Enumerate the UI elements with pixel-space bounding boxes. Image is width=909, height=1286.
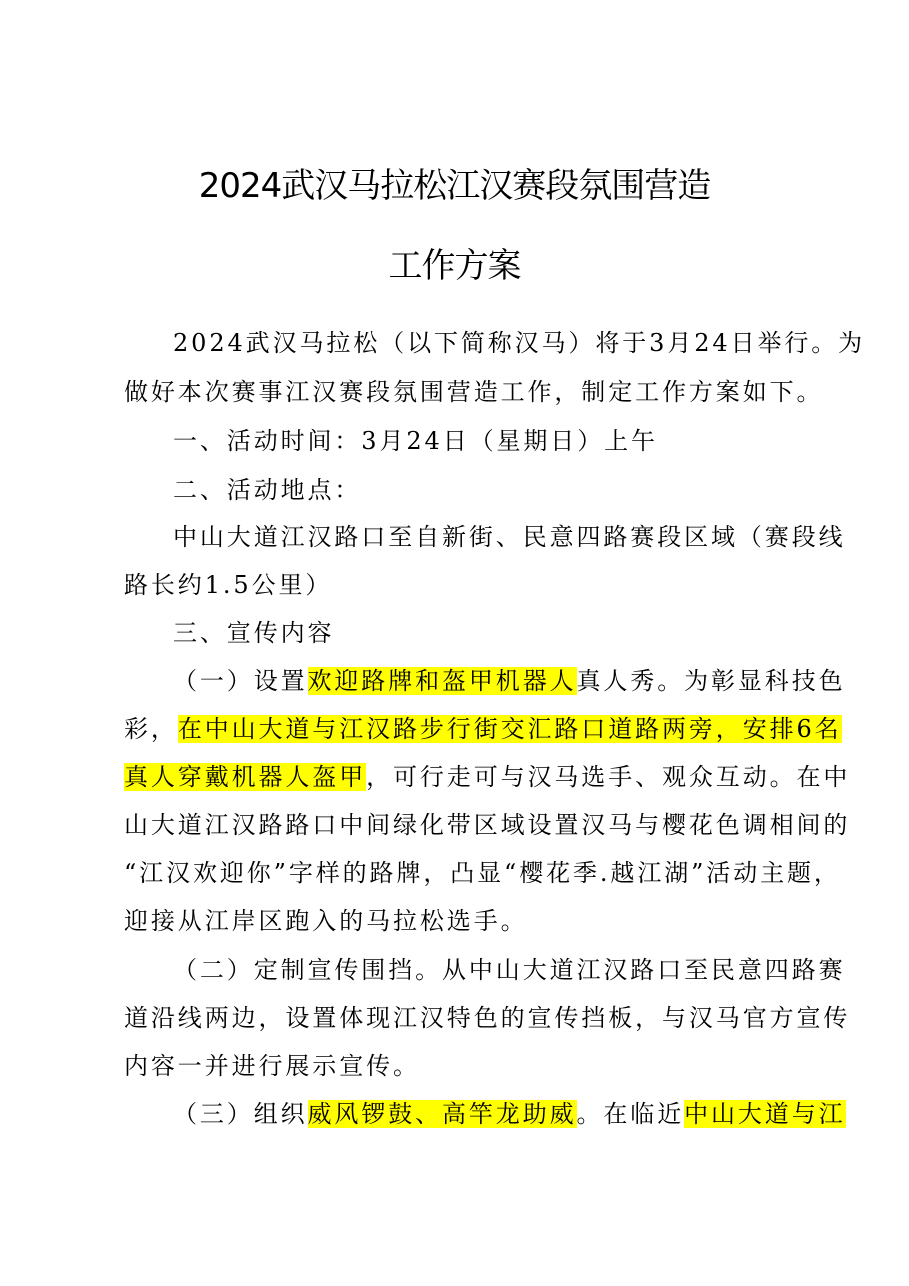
item-1-text-3: ，可行走可与汉马选手、观众互动。在中 xyxy=(366,763,851,791)
item-1-line-2 xyxy=(124,712,842,746)
highlight-intersection: 在中山大道与江汉路步行街交汇路口道路两旁，安排6名 xyxy=(177,715,842,743)
item-1-line-5: “江汉欢迎你”字样的路牌，凸显“樱花季.越江湖”活动主题， xyxy=(124,859,841,887)
document-title-line-2: 工作方案 xyxy=(388,246,521,286)
location-line-1: 中山大道江汉路口至自新街、民意四路赛段区域（赛段线 xyxy=(173,523,846,551)
item-2-line-3: 内容一并进行展示宣传。 xyxy=(124,1052,420,1080)
highlight-drums: 威风锣鼓、高竿龙助威 xyxy=(307,1100,577,1128)
item-3-label: （三）组织 xyxy=(173,1100,308,1128)
item-3-line-1 xyxy=(173,1097,863,1131)
location-line-2: 路长约1.5公里） xyxy=(124,571,333,599)
item-1-line-1 xyxy=(173,664,863,698)
item-1-label: （一）设置 xyxy=(173,667,308,695)
item-1-line-3 xyxy=(124,760,851,794)
section-location-heading: 二、活动地点： xyxy=(173,476,362,504)
item-1-line-6: 迎接从江岸区跑入的马拉松选手。 xyxy=(124,907,528,935)
highlight-robot-armor: 真人穿戴机器人盔甲 xyxy=(124,763,367,791)
item-1-text: 真人秀。为彰显科技色 xyxy=(576,667,846,695)
item-1-text-2: 彩， xyxy=(124,715,178,743)
section-content-heading: 三、宣传内容 xyxy=(173,619,335,647)
item-1-line-4: 山大道江汉路路口中间绿化带区域设置汉马与樱花色调相间的 xyxy=(124,811,851,839)
item-2-line-2: 道沿线两边，设置体现江汉特色的宣传挡板，与汉马官方宣传 xyxy=(124,1004,851,1032)
highlight-location: 中山大道与江 xyxy=(684,1100,846,1128)
paragraph-intro-line-2: 做好本次赛事江汉赛段氛围营造工作，制定工作方案如下。 xyxy=(124,378,824,406)
section-time: 一、活动时间：3月24日（星期日）上午 xyxy=(173,427,658,455)
item-2-line-1: （二）定制宣传围挡。从中山大道江汉路口至民意四路赛 xyxy=(173,956,846,984)
item-3-text: 。在临近 xyxy=(576,1100,685,1128)
highlight-robot-sign: 欢迎路牌和盔甲机器人 xyxy=(307,667,577,695)
paragraph-intro-line-1: 2024武汉马拉松（以下简称汉马）将于3月24日举行。为 xyxy=(173,329,866,357)
document-title-line-1: 2024武汉马拉松江汉赛段氛围营造 xyxy=(198,166,711,206)
